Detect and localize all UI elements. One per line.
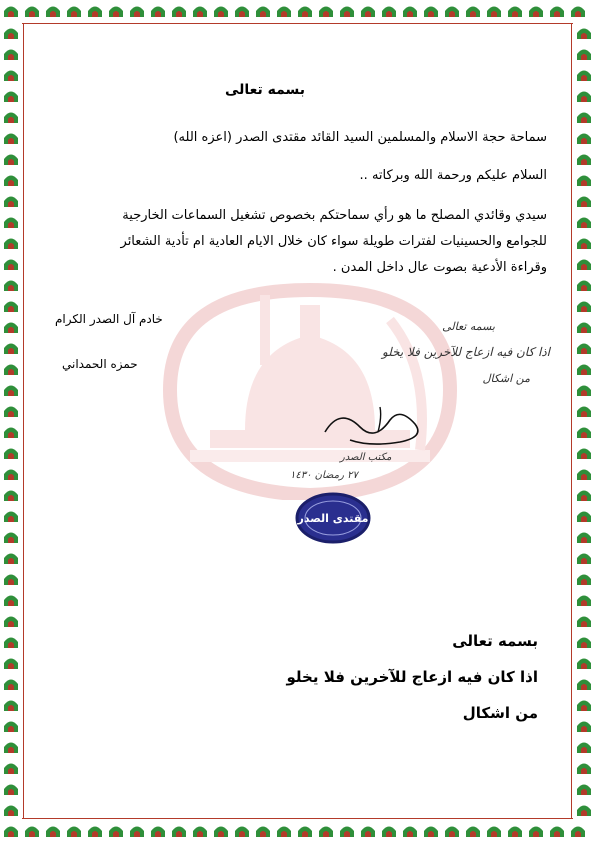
border-motif [193,827,207,838]
border-motif [46,7,60,18]
border-motif [424,827,438,838]
border-motif [577,134,591,145]
border-motif [214,827,228,838]
border-motif [319,7,333,18]
border-motif [4,113,18,124]
border-motif [508,827,522,838]
handwritten-office-label: مكتب الصدر [340,452,392,463]
inner-frame-top [22,23,573,24]
border-motif [577,554,591,565]
border-motif [277,827,291,838]
border-motif [340,827,354,838]
border-motif [577,155,591,166]
border-motif [277,7,291,18]
border-motif [577,323,591,334]
border-motif [4,743,18,754]
letter-addressee: سماحة حجة الاسلام والمسلمين السيد القائد مقتدى الصدر (اعزه الله) [173,130,547,145]
border-motif [577,449,591,460]
border-motif [151,7,165,18]
border-motif [4,260,18,271]
border-motif [4,785,18,796]
border-motif [577,659,591,670]
border-motif [4,470,18,481]
border-motif [577,29,591,40]
letter-body-line: وقراءة الأدعية بصوت عال داخل المدن . [332,260,547,275]
border-motif [235,827,249,838]
border-motif [508,7,522,18]
border-motif [4,533,18,544]
border-motif [4,386,18,397]
border-motif [577,533,591,544]
border-motif [4,764,18,775]
seal-text: مقتدى الصدر [297,512,369,525]
border-motif [577,680,591,691]
border-motif [4,680,18,691]
border-motif [235,7,249,18]
border-bottom [0,820,595,842]
border-motif [4,806,18,817]
border-motif [577,407,591,418]
letter-sender-name: حمزه الحمداني [62,357,138,371]
border-motif [319,827,333,838]
border-motif [340,7,354,18]
border-motif [130,7,144,18]
border-motif [4,197,18,208]
border-motif [577,491,591,502]
border-motif [361,7,375,18]
signature-scribble [320,402,430,452]
border-motif [25,827,39,838]
border-motif [550,7,564,18]
border-motif [4,71,18,82]
border-motif [4,554,18,565]
printed-reply-line: بسمه تعالى [452,632,538,650]
letter-greeting: السلام عليكم ورحمة الله وبركاته .. [359,168,547,183]
blue-seal-stamp [290,488,376,548]
border-motif [4,638,18,649]
border-motif [577,71,591,82]
border-motif [577,365,591,376]
border-motif [424,7,438,18]
border-motif [4,512,18,523]
border-motif [4,449,18,460]
border-motif [4,302,18,313]
border-motif [550,827,564,838]
border-motif [214,7,228,18]
border-motif [193,7,207,18]
border-motif [577,512,591,523]
border-motif [577,302,591,313]
border-motif [25,7,39,18]
border-motif [256,7,270,18]
border-motif [577,92,591,103]
border-motif [151,827,165,838]
border-motif [487,827,501,838]
border-motif [577,638,591,649]
border-motif [577,785,591,796]
border-motif [529,7,543,18]
inner-frame-bottom [22,818,573,819]
border-motif [88,7,102,18]
border-motif [577,281,591,292]
border-motif [4,29,18,40]
border-motif [577,386,591,397]
letter-basmala: بسمه تعالى [224,82,306,98]
border-motif [445,7,459,18]
border-motif [577,743,591,754]
letter-body-line: للجوامع والحسينيات لفترات طويلة سواء كان خلال الايام العادية ام تأدية الشعائر [120,234,547,249]
printed-reply-line: من اشكال [462,704,538,722]
border-motif [577,806,591,817]
border-motif [577,260,591,271]
border-motif [577,428,591,439]
border-motif [4,491,18,502]
border-motif [403,827,417,838]
border-motif [577,722,591,733]
border-motif [4,218,18,229]
border-motif [382,7,396,18]
border-motif [445,827,459,838]
border-motif [382,827,396,838]
border-top [0,0,595,22]
border-motif [571,7,585,18]
border-right [573,22,595,820]
border-motif [4,407,18,418]
border-motif [4,344,18,355]
inner-frame-right [571,23,572,819]
border-motif [577,575,591,586]
border-motif [577,176,591,187]
border-motif [403,7,417,18]
border-motif [4,701,18,712]
border-motif [172,827,186,838]
border-motif [4,50,18,61]
handwritten-reply-line: بسمه تعالى [442,320,495,333]
border-motif [577,596,591,607]
border-motif [4,659,18,670]
border-motif [577,239,591,250]
border-motif [46,827,60,838]
inner-frame-left [23,23,24,819]
border-motif [577,344,591,355]
border-motif [577,617,591,628]
handwritten-reply-line: اذا كان فيه ازعاج للآخرين فلا يخلو [381,345,550,359]
border-motif [172,7,186,18]
border-motif [4,617,18,628]
border-motif [466,7,480,18]
border-motif [571,827,585,838]
border-motif [109,827,123,838]
border-motif [4,7,18,18]
border-motif [577,113,591,124]
border-motif [487,7,501,18]
border-motif [466,827,480,838]
border-motif [4,596,18,607]
border-motif [4,239,18,250]
border-motif [577,470,591,481]
border-motif [298,827,312,838]
border-motif [67,7,81,18]
border-motif [256,827,270,838]
border-motif [67,827,81,838]
border-motif [577,218,591,229]
border-motif [88,827,102,838]
handwritten-date: ٢٧ رمضان ١٤٣٠ [290,470,358,481]
printed-reply-line: اذا كان فيه ازعاج للآخرين فلا يخلو [286,668,538,686]
border-left [0,22,22,820]
border-motif [4,155,18,166]
border-motif [361,827,375,838]
border-motif [577,764,591,775]
border-motif [298,7,312,18]
border-motif [577,197,591,208]
border-motif [4,365,18,376]
border-motif [4,323,18,334]
border-motif [4,134,18,145]
border-motif [577,50,591,61]
border-motif [4,92,18,103]
border-motif [4,281,18,292]
letter-servant-line: خادم آل الصدر الكرام [55,312,163,326]
border-motif [4,428,18,439]
border-motif [109,7,123,18]
border-motif [4,176,18,187]
letter-body-line: سيدي وقائدي المصلح ما هو رأي سماحتكم بخصوص تشغيل السماعات الخارجية [122,208,547,223]
handwritten-reply-line: من اشكال [482,372,530,385]
border-motif [4,722,18,733]
border-motif [4,575,18,586]
border-motif [529,827,543,838]
border-motif [130,827,144,838]
border-motif [577,701,591,712]
border-motif [4,827,18,838]
